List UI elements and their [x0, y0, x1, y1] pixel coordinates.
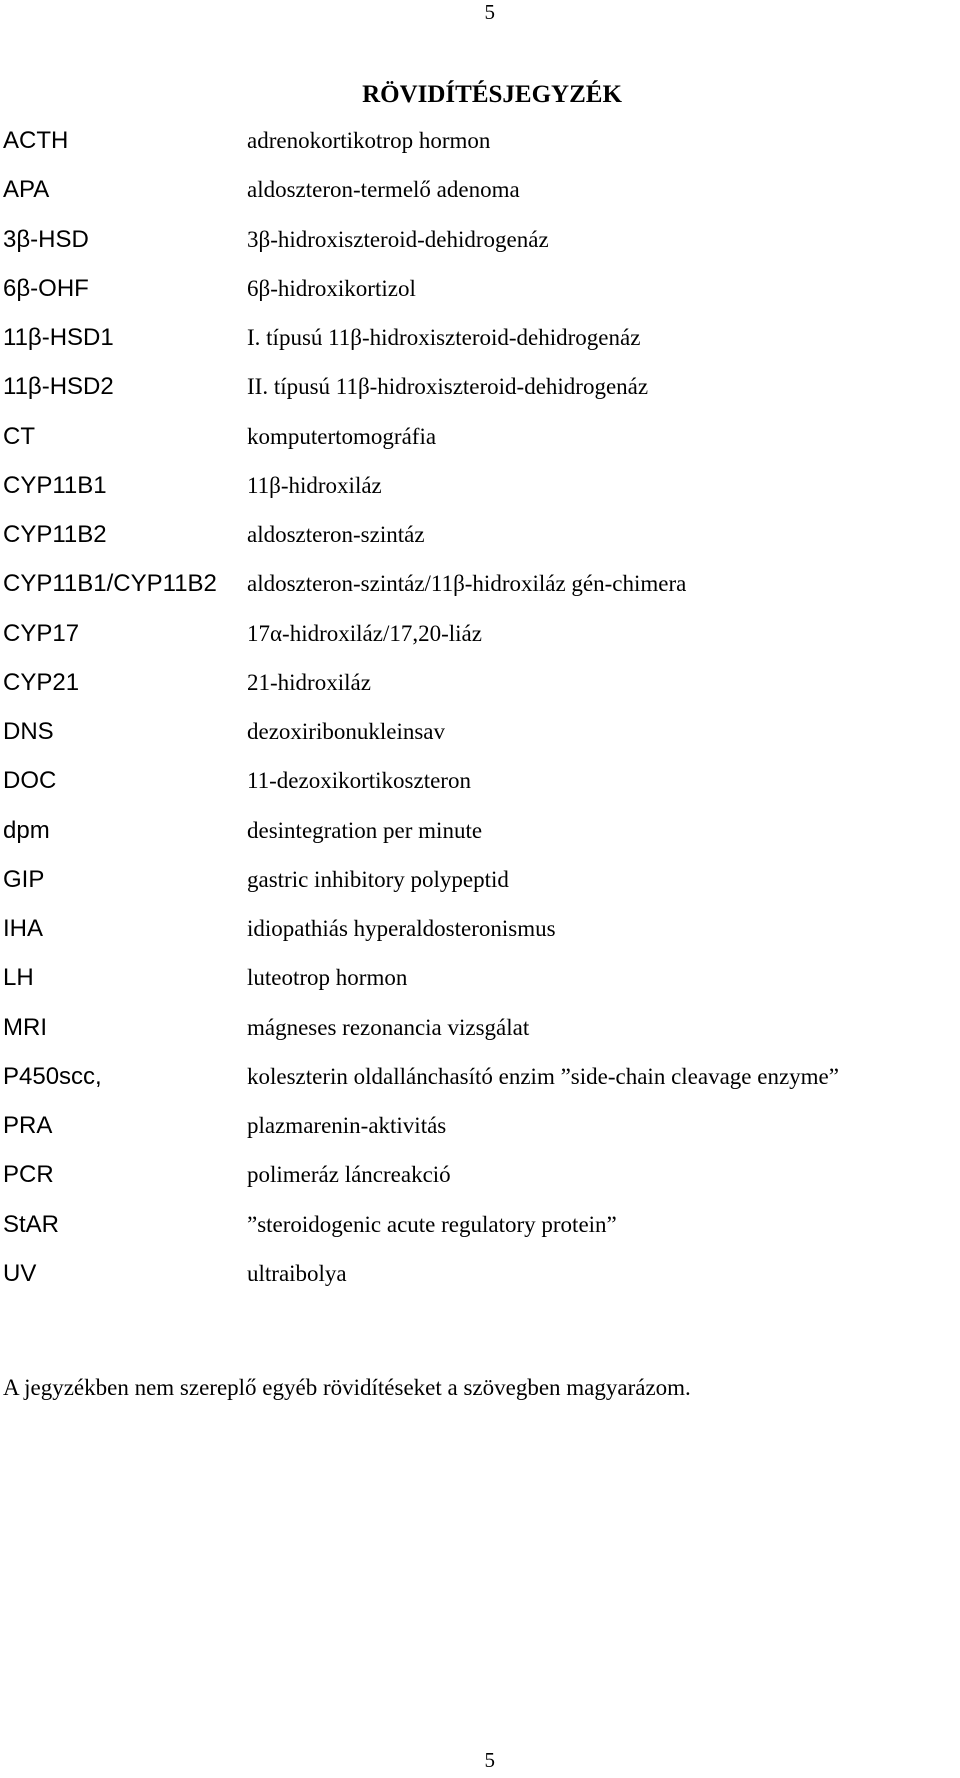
abbreviation-definition: idiopathiás hyperaldosteronismus [247, 916, 556, 941]
abbreviation-row [3, 668, 953, 717]
abbreviation-term: DNS [3, 718, 54, 745]
abbreviation-definition: II. típusú 11β-hidroxiszteroid-dehidrogenáz [247, 374, 649, 400]
abbreviation-row [3, 865, 953, 914]
abbreviation-list [3, 126, 953, 1308]
abbreviation-definition: polimeráz láncreakció [247, 1162, 451, 1188]
abbreviation-term: CYP11B1/CYP11B2 [3, 570, 217, 598]
footnote: A jegyzékben nem szereplő egyéb rövidítéseket a szövegben magyarázom. [3, 1375, 691, 1400]
page-number-bottom: 5 [484, 1748, 495, 1772]
abbreviation-definition: komputertomográfia [247, 423, 437, 449]
abbreviation-row [3, 372, 953, 421]
abbreviation-definition: 3β-hidroxiszteroid-dehidrogenáz [247, 226, 549, 252]
abbreviation-definition: desintegration per minute [247, 817, 483, 843]
abbreviation-definition: koleszterin oldallánchasító enzim ”side-chain cleavage enzyme” [247, 1063, 839, 1089]
abbreviation-definition: 11-dezoxikortikoszteron [247, 768, 471, 794]
abbreviation-row [3, 1259, 953, 1308]
abbreviation-definition: 17α-hidroxiláz/17,20-liáz [247, 620, 482, 646]
abbreviation-row [3, 225, 953, 274]
abbreviation-definition: aldoszteron-szintáz [247, 522, 425, 547]
abbreviation-row [3, 126, 953, 175]
abbreviation-term: 11β-HSD2 [3, 373, 114, 401]
abbreviation-row [3, 717, 953, 766]
abbreviation-term: MRI [3, 1013, 47, 1041]
abbreviation-row [3, 1062, 953, 1111]
abbreviation-row [3, 422, 953, 471]
abbreviation-term: 11β-HSD1 [3, 324, 114, 351]
abbreviation-term: 6β-OHF [3, 274, 89, 302]
abbreviation-term: 3β-HSD [3, 225, 89, 253]
abbreviation-definition: aldoszteron-termelő adenoma [247, 177, 520, 203]
abbreviation-definition: gastric inhibitory polypeptid [247, 866, 509, 892]
abbreviation-row [3, 1210, 953, 1259]
abbreviation-row [3, 914, 953, 963]
abbreviation-row [3, 816, 953, 865]
abbreviation-definition: aldoszteron-szintáz/11β-hidroxiláz gén-chimera [247, 571, 687, 597]
abbreviation-term: DOC [3, 767, 57, 795]
abbreviation-term: ACTH [3, 127, 69, 154]
abbreviation-definition: dezoxiribonukleinsav [247, 719, 446, 744]
abbreviation-term: IHA [3, 915, 44, 942]
abbreviation-definition: mágneses rezonancia vizsgálat [247, 1014, 530, 1040]
abbreviation-term: CYP11B1 [3, 471, 107, 499]
abbreviation-definition: adrenokortikotrop hormon [247, 128, 491, 153]
abbreviation-term: CYP17 [3, 619, 80, 647]
abbreviation-row [3, 274, 953, 323]
abbreviation-row [3, 963, 953, 1012]
abbreviation-row [3, 619, 953, 668]
page-title: RÖVIDÍTÉSJEGYZÉK [362, 81, 622, 108]
abbreviation-term: CYP11B2 [3, 521, 107, 548]
abbreviation-definition: ”steroidogenic acute regulatory protein” [247, 1211, 617, 1237]
abbreviation-row [3, 1013, 953, 1062]
abbreviation-row [3, 471, 953, 520]
abbreviation-definition: 21-hidroxiláz [247, 669, 371, 695]
abbreviation-definition: luteotrop hormon [247, 965, 408, 991]
abbreviation-term: APA [3, 176, 50, 204]
abbreviation-definition: 11β-hidroxiláz [247, 472, 382, 498]
abbreviation-row [3, 569, 953, 618]
abbreviation-row [3, 323, 953, 372]
abbreviation-definition: 6β-hidroxikortizol [247, 275, 416, 301]
abbreviation-term: CYP21 [3, 668, 80, 696]
abbreviation-definition: I. típusú 11β-hidroxiszteroid-dehidrogenáz [247, 325, 641, 350]
abbreviation-row [3, 175, 953, 224]
abbreviation-term: UV [3, 1259, 37, 1287]
abbreviation-row [3, 1160, 953, 1209]
abbreviation-term: CT [3, 422, 35, 450]
abbreviation-row [3, 520, 953, 569]
abbreviation-definition: plazmarenin-aktivitás [247, 1113, 447, 1138]
abbreviation-term: dpm [3, 816, 50, 844]
abbreviation-term: LH [3, 964, 34, 992]
abbreviation-term: PRA [3, 1112, 53, 1139]
abbreviation-term: GIP [3, 865, 45, 893]
abbreviation-term: PCR [3, 1161, 54, 1189]
abbreviation-row [3, 1111, 953, 1160]
abbreviation-row [3, 766, 953, 815]
page-number-top: 5 [484, 0, 495, 24]
abbreviation-term: StAR [3, 1210, 60, 1238]
abbreviation-term: P450scc, [3, 1062, 102, 1090]
abbreviation-definition: ultraibolya [247, 1260, 347, 1286]
